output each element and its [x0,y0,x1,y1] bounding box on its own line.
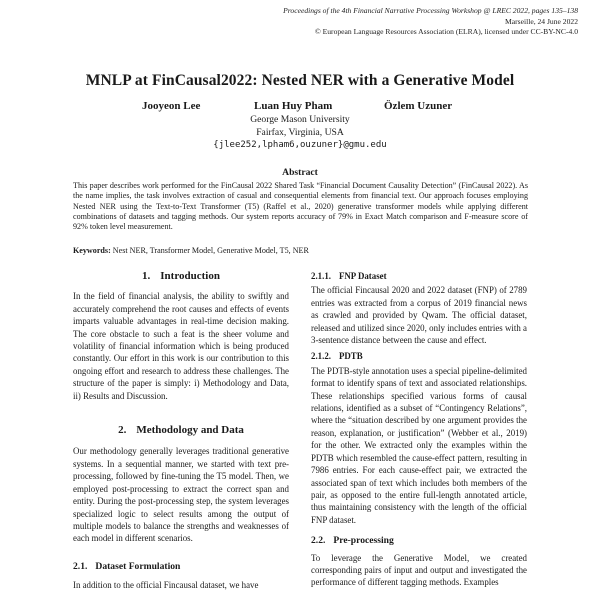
section-2-1-2-number: 2.1.2. [311,351,331,362]
proceedings-line-1: Proceedings of the 4th Financial Narrative Processing Workshop @ LREC 2022, pages 135–138 [283,6,578,15]
keywords [73,246,528,256]
abstract [73,181,528,232]
section-1-heading [73,270,289,282]
location: Fairfax, Virginia, USA [256,126,344,138]
proceedings-header [218,6,578,38]
section-1-title: Introduction [160,270,220,282]
author-emails: {jlee252,lpham6,ouzuner}@gmu.edu [213,140,387,151]
proceedings-line-3: © European Language Resources Association (ELRA), licensed under CC-BY-NC-4.0 [314,27,578,36]
section-2-1-2-text: The PDTB-style annotation uses a special pipeline-delimited format to identify spans of text and associated relationships. These relationships specified various forms of causal relations, identified as a subset of “Contingency Relations”, where the “situation described by one argument provides the reason, explanation, or justification” (Webber et al., 2019) for the other. We extracted only the examples within the PDTB which resembled the cause-effect pattern, resulting in 7986 entries. For each cause-effect pair, we extracted the associated span of text which includes both members of the pair, as opposed to the entire full-length annotated article, thus maintaining consistency with the length of the official FNP dataset. [311,365,527,525]
proceedings-line-2: Marseille, 24 June 2022 [505,16,578,26]
author-2: Luan Huy Pham [254,100,333,112]
section-2-1-heading [73,561,289,573]
author-1: Jooyeon Lee [142,100,201,112]
author-3: Özlem Uzuner [384,100,453,112]
section-2-2-title: Pre-processing [333,535,394,547]
section-2-text: Our methodology generally leverages traditional generative systems. In a sequential manner, we started with text pre-processing, followed by fine-tuning the T5 model. Then, we employed post-processing to extract the correct span and entity. During the post-processing step, the system leverages specialized logic to select results among the output of multiple models to balance the strengths and weaknesses of each model in different scenarios. [73,446,289,544]
section-1-number: 1. [142,270,151,282]
section-1-text: In the field of financial analysis, the ability to swiftly and accurately comprehend the root causes and effects of events imparts valuable advantages in real-time decision making. The core obstacle to such a feat is the sheer volume and volatility of financial information which is being produced constantly. Our effort in this work is our contribution to this ongoing effort and research to address these challenges. The structure of the paper is simply: i) Methodology and Data, ii) Results and Discussion. [73,291,289,401]
abstract-text: This paper describes work performed for the FinCausal 2022 Shared Task “Financial Document Causality Detection” (FinCausal 2022). As the name implies, the task involves extraction of casual and consequential elements from financial text. Our approach focuses employing Nested NER using the Text-to-Text Transformer (T5) (Raffel et al., 2020) generative transformer models while applying different combinations of datasets and tagging methods. Our system reports accuracy of 79% in Exact Match comparison and F-measure score of 92% token level measurement. [73,181,528,232]
section-2-2-text: To leverage the Generative Model, we created corresponding pairs of input and output and investigated the performance of different tagging methods. Examples [311,552,527,588]
affiliation-block [0,114,600,152]
section-2-1-text: In addition to the official Fincausal dataset, we have [73,580,259,591]
section-2-1-1-heading [311,270,527,282]
section-2-1-2-heading [311,350,527,362]
section-2-1-number: 2.1. [73,560,88,572]
paper-title: MNLP at FinCausal2022: Nested NER with a Generative Model [85,72,515,89]
section-2-1-1-text: The official Fincausal 2020 and 2022 dataset (FNP) of 2789 entries was extracted from a corpus of 2019 financial news as crawled and provided by Qwam. The official dataset, released and utilized since 2020, only includes entries with a 3-sentence distance between the cause and effect. [311,285,527,346]
section-2-2-heading [311,535,527,547]
section-2-1-1-title: FNP Dataset [338,271,387,281]
section-2-2-number: 2.2. [311,535,326,547]
keywords-text: Nest NER, Transformer Model, Generative Model, T5, NER [112,246,309,255]
section-2-number: 2. [118,424,127,437]
section-2-heading [73,424,289,436]
abstract-heading: Abstract [282,167,318,178]
section-2-1-title: Dataset Formulation [95,560,181,572]
left-column [73,270,289,592]
right-column [311,270,527,589]
section-2-title: Methodology and Data [136,424,244,437]
section-2-1-1-number: 2.1.1. [311,271,331,281]
affiliation: George Mason University [250,114,350,125]
section-2-1-2-title: PDTB [338,351,363,362]
keywords-label: Keywords: [73,246,111,255]
